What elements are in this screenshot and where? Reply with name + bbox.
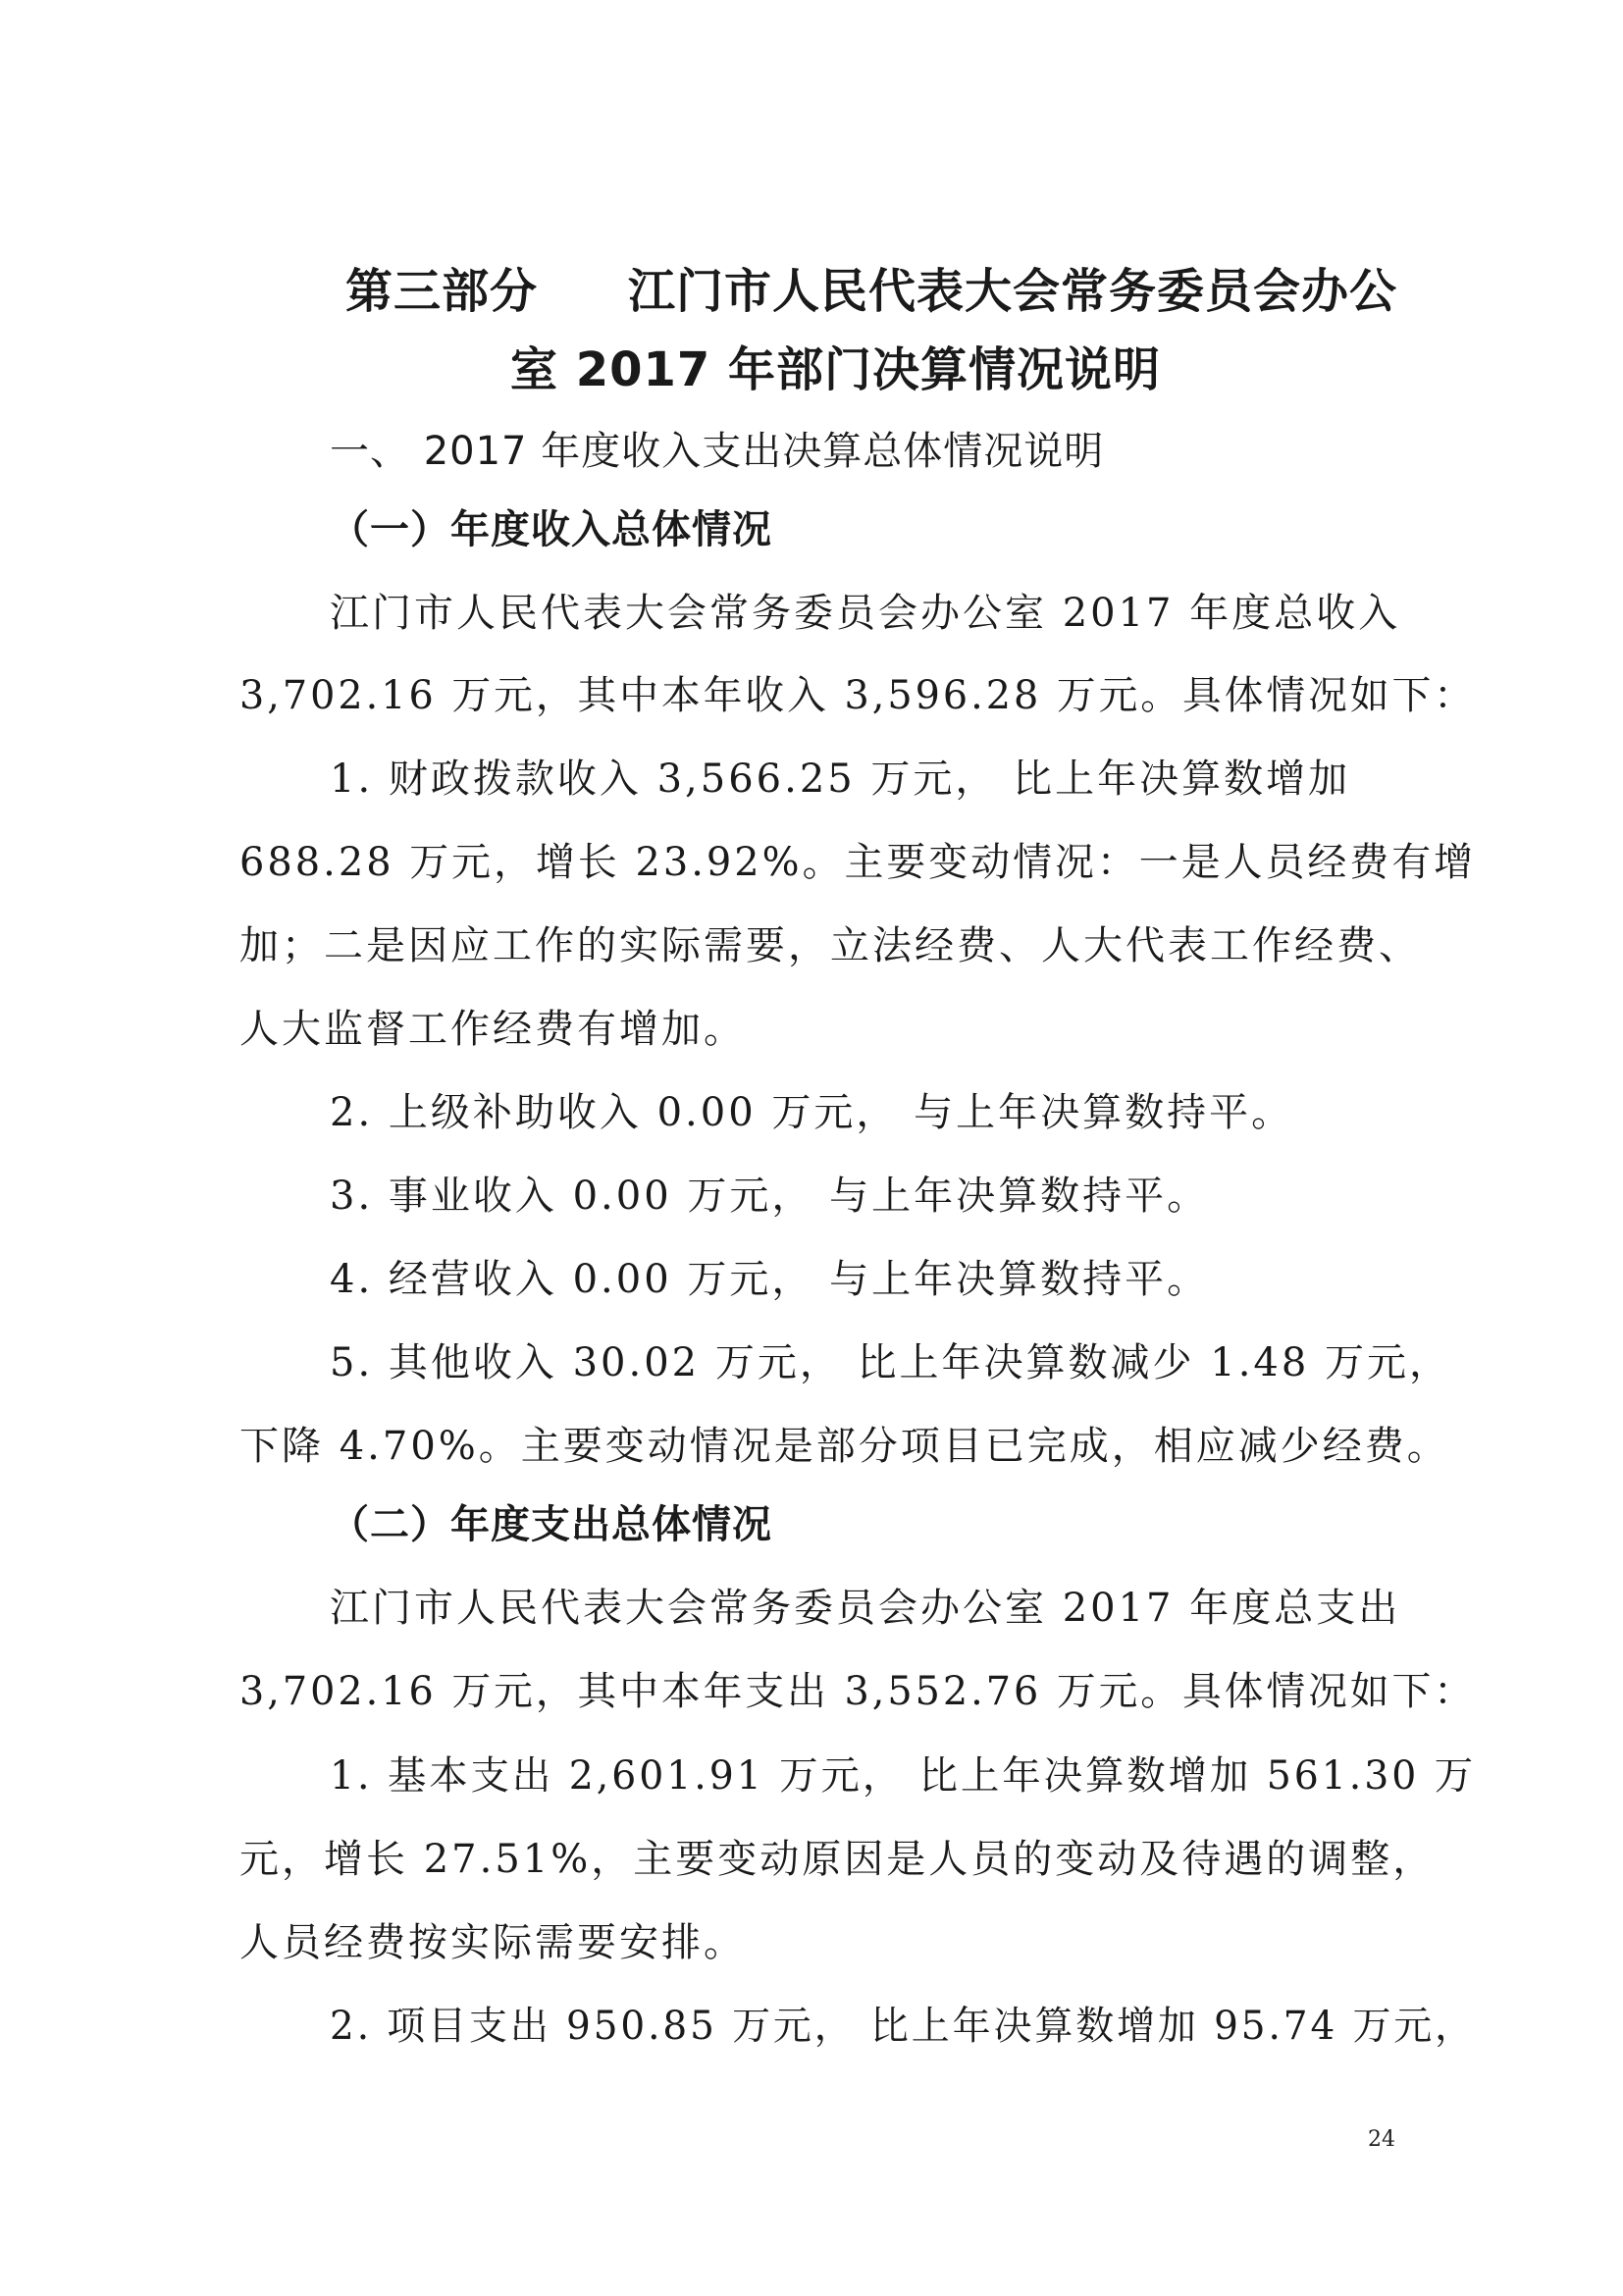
title-organization: 江门市人民代表大会常务委员会办公	[628, 264, 1398, 319]
income-heading: （一）年度收入总体情况	[330, 507, 772, 552]
title-part: 第三部分	[345, 264, 539, 319]
income-line-1: 江门市人民代表大会常务委员会办公室 2017 年度总收入	[330, 591, 1401, 636]
expenditure-heading: （二）年度支出总体情况	[330, 1502, 772, 1547]
expenditure-line-4: 元，增长 27.51%，主要变动原因是人员的变动及待遇的调整，	[239, 1837, 1436, 1882]
page-number: 24	[1368, 2127, 1395, 2152]
income-line-3: 1. 财政拨款收入 3,566.25 万元， 比上年决算数增加	[330, 757, 1351, 802]
expenditure-line-1: 江门市人民代表大会常务委员会办公室 2017 年度总支出	[330, 1586, 1401, 1631]
title-subtitle: 室 2017 年部门决算情况说明	[510, 342, 1162, 397]
income-line-4: 688.28 万元，增长 23.92%。主要变动情况：一是人员经费有增	[239, 840, 1477, 885]
income-line-6: 人大监督工作经费有增加。	[239, 1007, 746, 1052]
income-line-2: 3,702.16 万元，其中本年收入 3,596.28 万元。具体情况如下：	[239, 673, 1477, 718]
income-line-7: 2. 上级补助收入 0.00 万元， 与上年决算数持平。	[330, 1090, 1294, 1135]
expenditure-line-5: 人员经费按实际需要安排。	[239, 1920, 746, 1965]
expenditure-line-6: 2. 项目支出 950.85 万元， 比上年决算数增加 95.74 万元，	[330, 2004, 1477, 2049]
section-heading: 一、 2017 年度收入支出决算总体情况说明	[330, 429, 1105, 474]
income-line-11: 下降 4.70%。主要变动情况是部分项目已完成，相应减少经费。	[239, 1424, 1449, 1469]
income-line-8: 3. 事业收入 0.00 万元， 与上年决算数持平。	[330, 1174, 1210, 1219]
income-line-10: 5. 其他收入 30.02 万元， 比上年决算数减少 1.48 万元，	[330, 1340, 1452, 1385]
expenditure-line-2: 3,702.16 万元，其中本年支出 3,552.76 万元。具体情况如下：	[239, 1669, 1477, 1714]
income-line-5: 加；二是因应工作的实际需要，立法经费、人大代表工作经费、	[239, 923, 1421, 968]
expenditure-line-3: 1. 基本支出 2,601.91 万元， 比上年决算数增加 561.30 万	[330, 1753, 1477, 1799]
income-line-9: 4. 经营收入 0.00 万元， 与上年决算数持平。	[330, 1257, 1210, 1302]
